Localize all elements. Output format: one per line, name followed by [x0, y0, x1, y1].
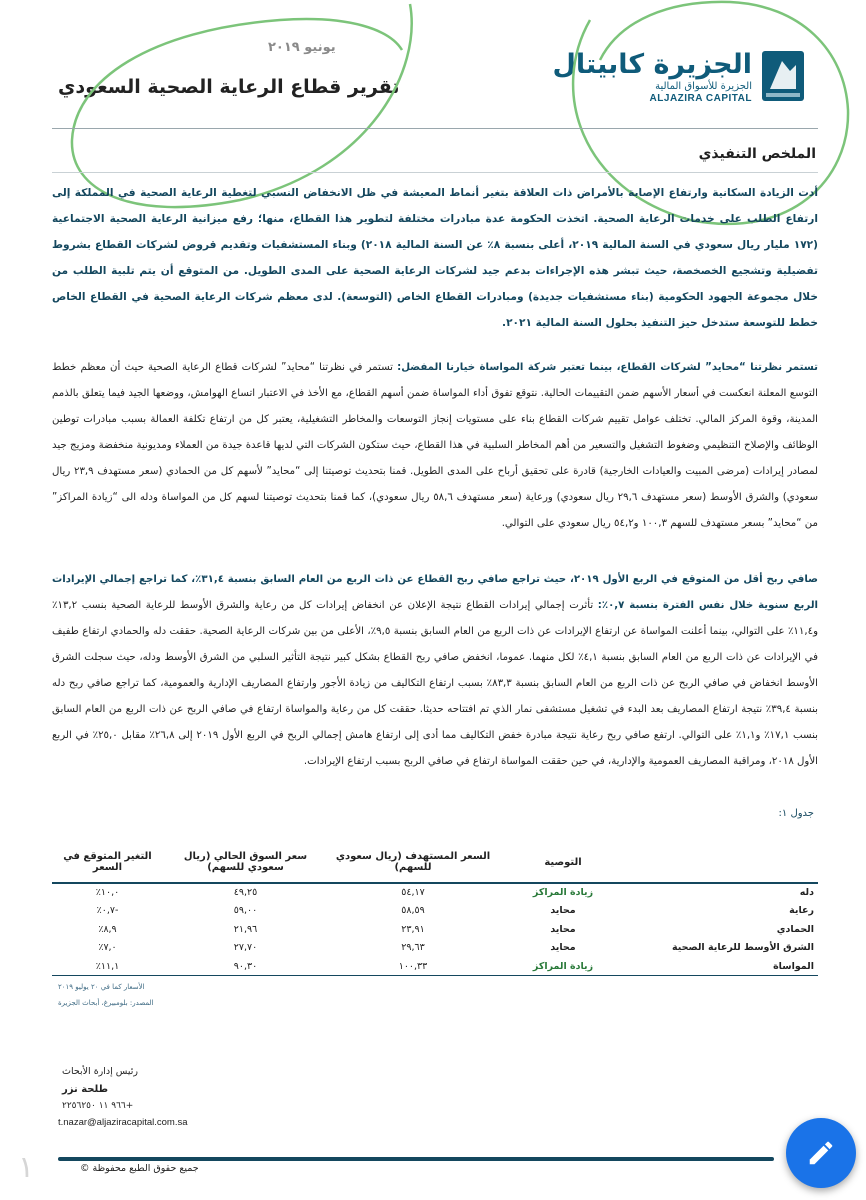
pencil-icon: [806, 1138, 836, 1168]
cell-current-price: ٢١,٩٦: [233, 923, 258, 935]
cell-company: دله: [799, 887, 814, 899]
company-logo: [552, 46, 806, 106]
logo-subtitle: الجزيرة للأسواق المالية: [655, 80, 752, 92]
header-recommendation: التوصية: [498, 843, 628, 883]
table-row: [52, 883, 818, 902]
cell-target-price: ٢٩,٦٣: [401, 942, 425, 954]
header-divider: [52, 128, 818, 129]
logo-emblem-icon: [760, 49, 806, 103]
signature-title: رئيس إدارة الأبحاث: [62, 1066, 138, 1077]
signature-name: طلحة نزر: [62, 1084, 108, 1095]
table-row: [52, 939, 818, 958]
table-row: [52, 957, 818, 976]
outlook-lead: تستمر نظرتنا “محايد” لشركات القطاع، بينما تعتبر شركة المواساة خيارنا المفضل:: [397, 362, 818, 373]
cell-recommendation: محايد: [550, 905, 576, 917]
summary-paragraph: أدت الزيادة السكانية وارتفاع الإصابة بالأمراض ذات العلاقة بتغير أنماط المعيشة في ظل الانخفاض النسبي لتغطية الرعاية الصحية في المملكة إلى ارتفاع الطلب على خدمات الرعاية الصحية. اتخذت الحكومة عدة مبادرات مختلفة لتطوير هذا القطاع، منها؛ رفع ميزانية الرعاية الصحية الاجتماعية (١٧٢ مليار ريال سعودي في السنة المالية ٢٠١٩، أعلى بنسبة ٨٪ عن السنة المالية ٢٠١٨) وبناء المستشفيات وتقديم قروض لشركات القطاع بشروط تفضيلية وتشجيع الخصخصة، حيث تبشر هذه الإجراءات بدعم جيد لشركات الرعاية الصحية على المدى الطويل. من المتوقع أن يتم تلبية الطلب من خلال مجموعة الجهود الحكومية (بناء مستشفيات جديدة) ومبادرات القطاع الخاص (التوسعة). لدى معظم شركات الرعاية الصحية في القطاع الخاص خطط للتوسعة ستدخل حيز التنفيذ بحلول السنة المالية ٢٠٢١.: [52, 187, 818, 329]
cell-target-price: ٥٤,١٧: [401, 887, 425, 899]
cell-expected-change: ١٠,٠٪: [95, 887, 120, 899]
earnings-body: تأثرت إجمالي إيرادات القطاع نتيجة الإعلان عن انخفاض إيرادات كل من رعاية والشرق الأوسط للرعاية الصحية بنسب ١٣,٢٪ و١١,٤٪ على التوالي، بينما أعلنت المواساة عن ارتفاع الإيرادات عن ذات الربع من العام السابق بنسبة ٩,٥٪، الأعلى من بين شركات الرعاية الصحية. حققت دله والحمادي ارتفاع طفيف في الإيرادات عن ذات الربع من العام السابق بنسبة ٤,١٪ لكل منهما. عموما، انخفض صافي ربح القطاع بشكل كبير نتيجة التأثير السلبي من الشرق الأوسط ودله، حيث سجلت الشرق الأوسط انخفاض في صافي الربح عن ذات الربع من العام السابق بنسبة ٨٣,٣٪ بسبب ارتفاع التكاليف من زيادة الأجور وارتفاع المصاريف الإدارية والعمومية، كما تراجع صافي ربح دله بنسبة ٣٩,٤٪ نتيجة ارتفاع المصاريف بعد البدء في تشغيل مستشفى نمار الذي تم افتتاحه حديثا. حققت كل من رعاية والمواساة ارتفاع في صافي الربح عن ذات الربع من العام السابق بنسب ١٧,١٪ و١,١٪ على التوالي. ارتفع صافي ربح رعاية نتيجة مبادرة خفض التكاليف مما أدى إلى ارتفاع هامش إجمالي الربح في الربع الأول ٢٠١٩ إلى ٢٦,٨٪ مقابل ٢٥,٠٪ في الربع الأول ٢٠١٨، ومراقبة المصاريف العمومية والإدارية، في حين حققت المواساة ارتفاع في صافي الربح بسبب ارتفاع الإيرادات.: [52, 600, 819, 767]
cell-current-price: ٢٧,٧٠: [233, 942, 258, 954]
outlook-body: تستمر في نظرتنا “محايد” لشركات قطاع الرعاية الصحية حيث أن معظم خطط التوسع المعلنة انعكست في أسعار الأسهم ضمن التقييمات الحالية. نتوقع تفوق أداء المواساة ضمن أسهم القطاع، مع الأخذ في الاعتبار اتساع الهوامش، ووضعها الجيد فيما يتعلق بالذمم المدينة، وقوة المركز المالي. تختلف عوامل تقييم شركات القطاع بناء على مستويات إنجاز التوسعات والمخاطر التشغيلية، يعتبر كل من ارتفاع تكلفة العمالة بسبب مبادرات توطين الوظائف والإصلاح التنظيمي وضغوط التشغيل والتسعير من أهم المخاطر السلبية في هذا القطاع، حيث ستكون الشركات التي لديها قاعدة جيدة من العملاء ومديونية منخفضة ومزيج جيد لمصادر إيرادات (مرضى المبيت والعيادات الخارجية) قادرة على تحقيق أرباح على المدى الطويل. قمنا بتحديث توصيتنا إلى “محايد” لأسهم كل من الحمادي (سعر مستهدف ٢٣,٩ ريال سعودي) والشرق الأوسط (سعر مستهدف ٢٩,٦ ريال سعودي) ورعاية (سعر مستهدف ٥٨,٦ ريال سعودي)، كما قمنا بتحديث توصيتنا لسهم كل من المواساة ودله الى “زيادة المراكز” من “محايد” بسعر مستهدف للسهم ١٠٠,٣ و٥٤,٢ ريال سعودي على التوالي.: [52, 362, 819, 529]
earnings-paragraph: [52, 567, 818, 775]
table-row: [52, 902, 818, 921]
report-date: يونيو ٢٠١٩: [268, 40, 336, 55]
header-expected-change: التغير المتوقع في السعر: [52, 843, 163, 883]
page-number: ١: [18, 1150, 35, 1185]
cell-target-price: ١٠٠,٣٣: [328, 957, 498, 976]
earnings-lead: صافي ربح أقل من المتوقع في الربع الأول ٢٠١٩، حيث تراجع صافي ربح القطاع عن ذات الربع من العام السابق بنسبة ٣١,٤٪، كما تراجع إجمالي الإيرادات الربع سنوية خلال نفس الفترة بنسبة ٠,٧٪:: [52, 574, 819, 611]
cell-company: الحمادي: [776, 923, 814, 935]
footer-copyright: جميع حقوق الطبع محفوظة ©: [80, 1163, 199, 1174]
report-title: تقرير قطاع الرعاية الصحية السعودي: [58, 76, 400, 98]
cell-company: المواساة: [628, 957, 818, 976]
table-caption: جدول ١:: [778, 808, 814, 819]
cell-company: الشرق الأوسط للرعاية الصحية: [672, 942, 814, 954]
table-header-row: [52, 843, 818, 883]
table-note-source: المصدر: بلومبيرغ، أبحاث الجزيرة: [58, 999, 154, 1007]
cell-expected-change: ٨,٩٪: [98, 923, 117, 935]
section-heading: الملخص التنفيذي: [698, 146, 816, 162]
signature-phone: +٩٦٦ ١١ ٢٢٥٦٢٥٠: [62, 1101, 134, 1111]
edit-fab-button[interactable]: [786, 1118, 856, 1188]
signature-email-link[interactable]: t.nazar@aljaziracapital.com.sa: [58, 1117, 188, 1128]
table-row: [52, 920, 818, 939]
header-company: [628, 843, 818, 883]
cell-current-price: ٥٩,٠٠: [233, 905, 258, 917]
logo-arabic-name: الجزيرة كابيتال: [552, 48, 752, 80]
cell-expected-change: ١١,١٪: [52, 957, 163, 976]
outlook-paragraph: [52, 355, 818, 537]
section-divider: [52, 172, 818, 173]
cell-expected-change: -٠,٧٪: [96, 905, 119, 917]
cell-recommendation: زيادة المراكز: [498, 957, 628, 976]
cell-target-price: ٥٨,٥٩: [401, 905, 425, 917]
cell-recommendation: محايد: [550, 923, 576, 935]
footer-divider: [58, 1157, 774, 1161]
logo-english-name: ALJAZIRA CAPITAL: [649, 92, 752, 104]
cell-current-price: ٩٠,٣٠: [163, 957, 328, 976]
recommendations-table: [52, 843, 818, 976]
cell-expected-change: ٧,٠٪: [98, 942, 117, 954]
table-note-prices: الأسعار كما في ٢٠ يوليو ٢٠١٩: [58, 983, 145, 991]
header-current-price: سعر السوق الحالي (ريال سعودي للسهم): [163, 843, 328, 883]
cell-current-price: ٤٩,٢٥: [233, 887, 258, 899]
cell-recommendation: محايد: [550, 942, 576, 954]
header-target-price: السعر المستهدف (ريال سعودي للسهم): [328, 843, 498, 883]
cell-target-price: ٢٣,٩١: [401, 923, 425, 935]
cell-company: رعاية: [789, 905, 814, 917]
cell-recommendation: زيادة المراكز: [532, 887, 594, 899]
